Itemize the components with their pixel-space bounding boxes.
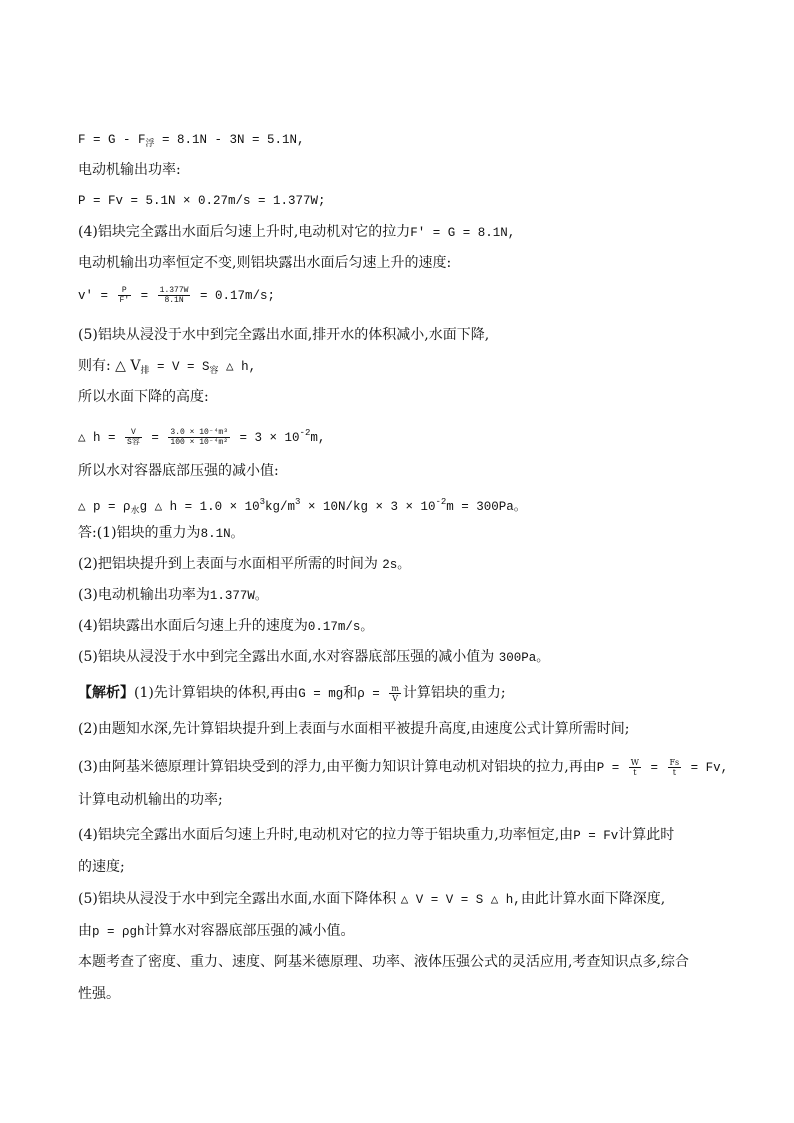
text: = <box>151 431 167 445</box>
fraction <box>389 684 401 703</box>
analysis-line <box>78 683 506 704</box>
text-line <box>78 222 515 243</box>
answer-line <box>78 585 267 606</box>
text: g △ h = 1.0 × 10 <box>139 500 260 514</box>
text: 所以水面下降的高度: <box>78 389 209 405</box>
superscript: 3 <box>259 497 266 507</box>
text: (5)铝块从浸没于水中到完全露出水面,水对容器底部压强的减小值为 <box>78 649 499 665</box>
superscript: -2 <box>299 428 311 438</box>
equation-pull-force <box>78 130 305 154</box>
text: (5)铝块从浸没于水中到完全露出水面,水面下降体积 <box>78 891 401 907</box>
formula: = <box>642 761 666 775</box>
denominator: t <box>672 767 676 777</box>
formula: △ V = V = S △ h, <box>400 893 521 907</box>
text: = 8.1N - 3N = 5.1N, <box>154 133 305 147</box>
text: △ h, <box>218 360 257 374</box>
analysis-line <box>78 857 125 877</box>
text: 则有: △ V <box>78 358 141 374</box>
equation-power <box>78 191 326 211</box>
formula: F' = G = 8.1N, <box>410 226 516 240</box>
text: (4)铝块露出水面后匀速上升的速度为 <box>78 618 308 634</box>
text: P = Fv = 5.1N × 0.27m/s = 1.377W; <box>78 194 326 208</box>
text: m, <box>310 431 326 445</box>
subscript: 水 <box>130 506 140 516</box>
equation-pressure <box>78 492 526 521</box>
text: 计算铝块的重力; <box>402 685 506 701</box>
formula: p = ρgh <box>92 925 145 939</box>
text: 计算此时 <box>618 827 675 843</box>
text: (4)铝块完全露出水面后匀速上升时,电动机对它的拉力等于铝块重力,功率恒定,由 <box>78 827 574 843</box>
fraction <box>629 758 641 777</box>
value: 8.1N。 <box>200 527 244 541</box>
value: 1.377W。 <box>209 589 268 603</box>
numerator: W <box>630 757 639 767</box>
formula: = Fv, <box>683 761 729 775</box>
value: 2s。 <box>382 558 410 572</box>
text: 所以水对容器底部压强的减小值: <box>78 463 279 479</box>
formula: ρ = <box>357 687 388 701</box>
text: × 10N/kg × 3 × 10 <box>300 500 436 514</box>
text: 答:(1)铝块的重力为 <box>78 525 201 541</box>
analysis-tag: 【解析】 <box>78 685 134 701</box>
text: = 0.17m/s; <box>199 289 275 303</box>
equation-velocity <box>78 286 275 306</box>
text: 由此计算水面下降深度, <box>520 891 666 907</box>
subscript: 容 <box>209 366 219 376</box>
analysis-line <box>78 825 674 846</box>
answer-line <box>78 647 549 668</box>
text: 和 <box>343 685 358 701</box>
fraction <box>125 428 142 447</box>
formula: P = Fv <box>573 829 619 843</box>
equation-volume <box>78 356 256 381</box>
text: 性强。 <box>78 986 120 1002</box>
denominator: F' <box>119 296 130 306</box>
text: (5)铝块从浸没于水中到完全露出水面,排开水的体积减小,水面下降, <box>78 327 490 343</box>
numerator: 1.377W <box>159 286 189 296</box>
numerator: 3.0 × 10⁻⁴m³ <box>170 428 229 438</box>
text: F = G - F <box>78 133 146 147</box>
fraction <box>118 286 132 305</box>
denominator: 100 × 10⁻⁴m² <box>170 438 229 448</box>
analysis-line <box>78 921 355 942</box>
denominator: V <box>392 693 398 703</box>
text: 电动机输出功率恒定不变,则铝块露出水面后匀速上升的速度: <box>78 255 452 271</box>
text: △ h = <box>78 431 124 445</box>
summary-line <box>78 952 689 972</box>
numerator: m <box>391 683 399 693</box>
text: 本题考查了密度、重力、速度、阿基米德原理、功率、液体压强公式的灵活应用,考查知识点多,综合 <box>78 954 689 970</box>
value: 0.17m/s。 <box>307 620 373 634</box>
analysis-line <box>78 719 629 739</box>
denominator: S容 <box>127 438 140 448</box>
formula: G = mg <box>298 687 344 701</box>
text: 电动机输出功率: <box>78 162 181 178</box>
text: 由 <box>78 923 92 939</box>
subscript: 排 <box>140 366 150 376</box>
text: = 3 × 10 <box>239 431 300 445</box>
fraction <box>158 286 191 305</box>
equation-height <box>78 423 325 448</box>
analysis-line <box>78 757 728 778</box>
subscript: 浮 <box>145 139 155 149</box>
formula: P = <box>596 761 627 775</box>
answer-line <box>78 523 243 544</box>
text-line <box>78 160 181 180</box>
numerator: Fs <box>669 757 680 767</box>
text-line <box>78 325 489 345</box>
analysis-line <box>78 889 665 910</box>
answer-line <box>78 616 373 637</box>
text-line <box>78 253 451 273</box>
text: v' = <box>78 289 116 303</box>
analysis-line <box>78 790 223 810</box>
denominator: t <box>633 767 637 777</box>
text: 计算水对容器底部压强的减小值。 <box>144 923 355 939</box>
text-line <box>78 461 279 481</box>
text: (2)由题知水深,先计算铝块提升到上表面与水面相平被提升高度,由速度公式计算所需时间; <box>78 721 630 737</box>
fraction <box>168 428 230 447</box>
text: (1)先计算铝块的体积,再由 <box>134 685 299 701</box>
denominator: 8.1N <box>164 296 184 306</box>
superscript: -2 <box>435 497 447 507</box>
text: (2)把铝块提升到上表面与水面相平所需的时间为 <box>78 556 383 572</box>
summary-line <box>78 984 120 1004</box>
text: = V = S <box>149 360 210 374</box>
value: 300Pa。 <box>498 651 549 665</box>
superscript: 3 <box>295 497 301 507</box>
text: 计算电动机输出的功率; <box>78 792 223 808</box>
text: (3)电动机输出功率为 <box>78 587 210 603</box>
numerator: P <box>118 286 132 296</box>
text: kg/m <box>265 500 296 514</box>
text: △ p = ρ <box>78 500 131 514</box>
fraction <box>668 758 682 777</box>
text: (3)由阿基米德原理计算铝块受到的浮力,由平衡力知识计算电动机对铝块的拉力,再由 <box>78 759 597 775</box>
text-line <box>78 387 209 407</box>
text: (4)铝块完全露出水面后匀速上升时,电动机对它的拉力 <box>78 224 411 240</box>
text: 的速度; <box>78 859 125 875</box>
text: m = 300Pa。 <box>446 500 527 514</box>
text: = <box>140 289 156 303</box>
numerator: V <box>125 428 142 438</box>
answer-line <box>78 554 410 575</box>
